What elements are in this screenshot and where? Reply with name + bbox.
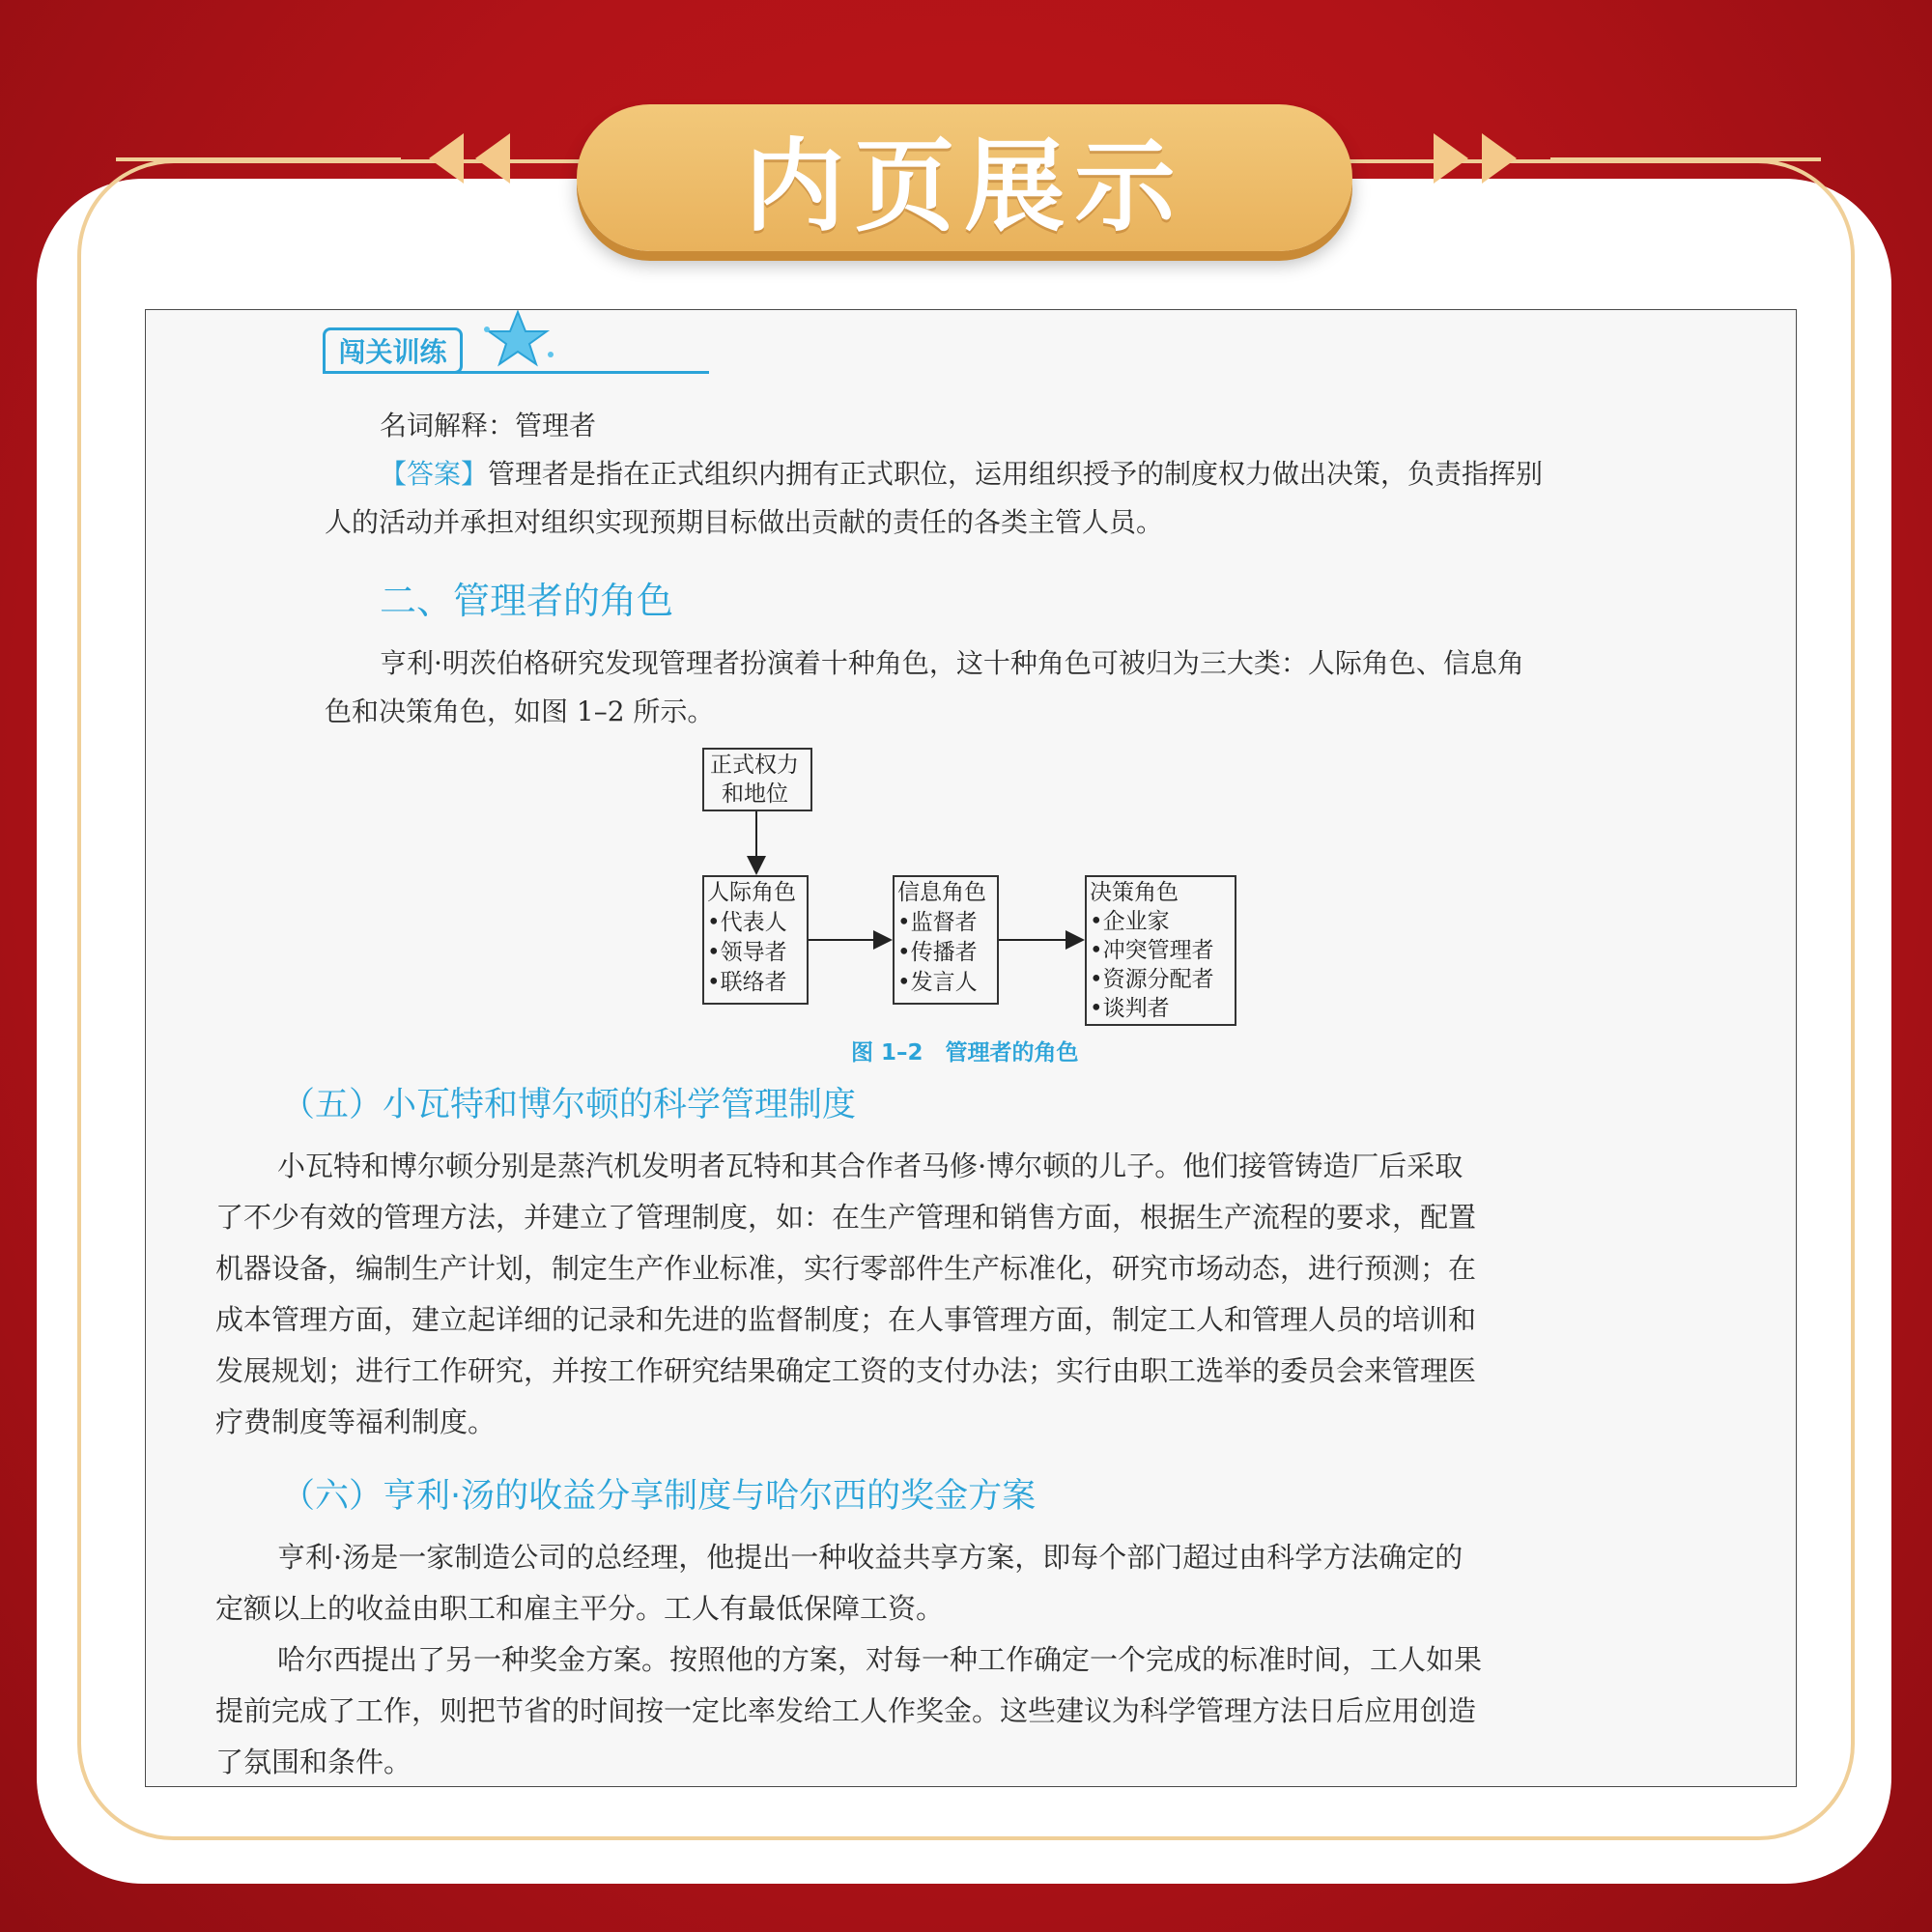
term-line: 名词解释：管理者 xyxy=(380,410,597,441)
section5-line: 机器设备，编制生产计划，制定生产作业标准，实行零部件生产标准化，研究市场动态，进行预测；在 xyxy=(215,1252,1477,1285)
decisional-title: 决策角色 xyxy=(1090,880,1179,905)
section6-body xyxy=(215,1532,1626,1787)
decisional-item: •谈判者 xyxy=(1090,996,1170,1021)
section5-line: 疗费制度等福利制度。 xyxy=(215,1406,497,1438)
answer-text-1: 管理者是指在正式组织内拥有正式职位，运用组织授予的制度权力做出决策，负责指挥别 xyxy=(488,458,1544,490)
chevron-left-icon xyxy=(475,133,510,184)
decisional-item: •资源分配者 xyxy=(1090,967,1214,992)
authority-line-1: 正式权力 xyxy=(710,753,799,778)
informational-box xyxy=(893,875,999,1005)
badge-label: 闯关训练 xyxy=(338,336,447,368)
section6-line: 哈尔西提出了另一种奖金方案。按照他的方案，对每一种工作确定一个完成的标准时间，工人如果 xyxy=(277,1643,1483,1676)
chevron-right-icon xyxy=(1482,133,1517,184)
authority-line-2: 和地位 xyxy=(722,781,788,807)
informational-item: •传播者 xyxy=(897,940,978,965)
decisional-box xyxy=(1085,875,1236,1026)
section5-line: 发展规划；进行工作研究，并按工作研究结果确定工资的支付办法；实行由职工选举的委员会来管理医 xyxy=(215,1354,1477,1387)
gold-line-right xyxy=(1550,157,1821,161)
informational-item: •监督者 xyxy=(897,910,978,935)
interpersonal-box xyxy=(702,875,809,1005)
chevron-right-icon xyxy=(1434,133,1468,184)
answer-text-2: 人的活动并承担对组织实现预期目标做出贡献的责任的各类主管人员。 xyxy=(325,506,1164,538)
answer-tag: 【答案】 xyxy=(380,458,489,490)
section6-line: 了氛围和条件。 xyxy=(215,1746,412,1778)
interpersonal-item: •领导者 xyxy=(707,940,787,965)
section6-line: 定额以上的收益由职工和雇主平分。工人有最低保障工资。 xyxy=(215,1592,945,1625)
book-page xyxy=(145,309,1797,1787)
section5-line: 成本管理方面，建立起详细的记录和先进的监督制度；在人事管理方面，制定工人和管理人员的培训和 xyxy=(215,1303,1477,1336)
interpersonal-item: •代表人 xyxy=(707,910,787,935)
banner-title: 内页展示 xyxy=(744,128,1185,245)
section2-p2: 色和决策角色，如图 1–2 所示。 xyxy=(325,696,715,727)
section2-p1: 亨利·明茨伯格研究发现管理者扮演着十种角色，这十种角色可被归为三大类：人际角色、信息角 xyxy=(380,647,1524,679)
interpersonal-item: •联络者 xyxy=(707,970,787,995)
section5-line: 小瓦特和博尔顿分别是蒸汽机发明者瓦特和其合作者马修·博尔顿的儿子。他们接管铸造厂后采取 xyxy=(277,1150,1463,1182)
informational-item: •发言人 xyxy=(897,970,978,995)
interpersonal-title: 人际角色 xyxy=(707,880,796,905)
section2-title: 二、管理者的角色 xyxy=(380,580,674,622)
section5-title: （五）小瓦特和博尔顿的科学管理制度 xyxy=(281,1086,857,1124)
section6-line: 提前完成了工作，则把节省的时间按一定比率发给工人作奖金。这些建议为科学管理方法日后应用创造 xyxy=(215,1694,1477,1727)
gold-line-left xyxy=(116,157,401,161)
decisional-item: •冲突管理者 xyxy=(1090,938,1214,963)
section5-line: 了不少有效的管理方法，并建立了管理制度，如：在生产管理和销售方面，根据生产流程的要求，配置 xyxy=(215,1201,1477,1234)
section5-body xyxy=(215,1141,1626,1448)
figure-caption: 图 1–2 管理者的角色 xyxy=(851,1040,1079,1065)
title-banner xyxy=(577,104,1352,251)
decisional-item: •企业家 xyxy=(1090,909,1170,934)
section6-title: （六）亨利·汤的收益分享制度与哈尔西的奖金方案 xyxy=(281,1477,1037,1516)
chevron-left-icon xyxy=(429,133,464,184)
section6-line: 亨利·汤是一家制造公司的总经理，他提出一种收益共享方案，即每个部门超过由科学方法确定的 xyxy=(277,1541,1463,1574)
informational-title: 信息角色 xyxy=(897,880,986,905)
